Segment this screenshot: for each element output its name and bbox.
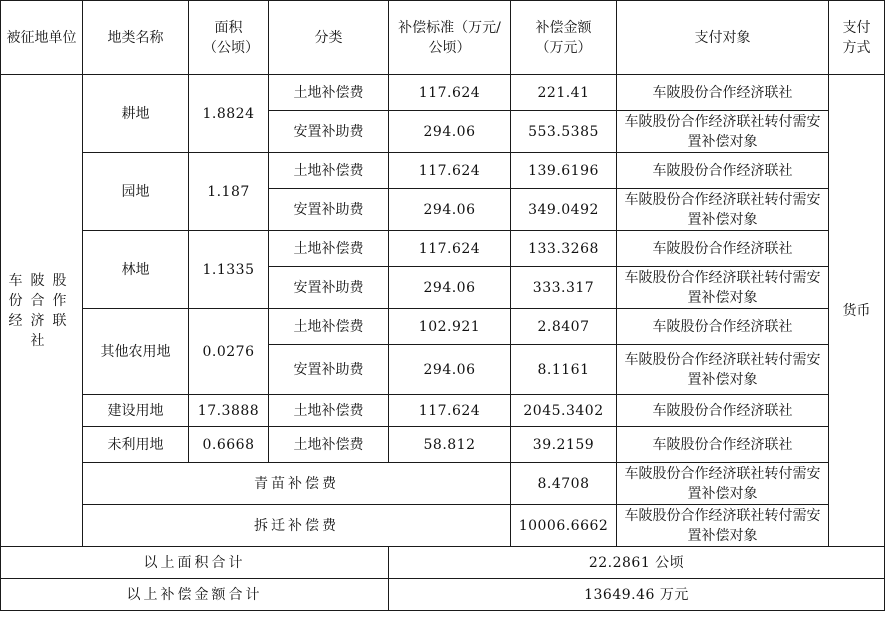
amount-cell: 2045.3402 (511, 395, 617, 427)
header-amount: 补偿金额（万元） (511, 1, 617, 75)
land-type-cell: 未利用地 (83, 427, 189, 463)
category-cell: 安置补助费 (269, 189, 389, 231)
table-row (1, 309, 885, 345)
standard-cell: 294.06 (389, 189, 511, 231)
table-row (1, 427, 885, 463)
area-cell: 17.3888 (189, 395, 269, 427)
unit-name-cell: 车陂股份合作经济联社 (1, 75, 83, 547)
payment-method-cell: 货币 (829, 75, 885, 547)
standard-cell: 102.921 (389, 309, 511, 345)
table-row (1, 153, 885, 189)
land-type-cell: 其他农用地 (83, 309, 189, 395)
area-cell: 1.8824 (189, 75, 269, 153)
category-cell: 土地补偿费 (269, 427, 389, 463)
payee-cell: 车陂股份合作经济联社 (617, 75, 829, 111)
header-category: 分类 (269, 1, 389, 75)
extra-label-cell: 青苗补偿费 (83, 463, 511, 505)
table-row (1, 395, 885, 427)
standard-cell: 117.624 (389, 75, 511, 111)
land-type-cell: 园地 (83, 153, 189, 231)
land-type-cell: 建设用地 (83, 395, 189, 427)
category-cell: 土地补偿费 (269, 75, 389, 111)
category-cell: 土地补偿费 (269, 309, 389, 345)
standard-cell: 117.624 (389, 153, 511, 189)
land-type-cell: 耕地 (83, 75, 189, 153)
amount-cell: 2.8407 (511, 309, 617, 345)
amount-cell: 10006.6662 (511, 505, 617, 547)
payee-cell: 车陂股份合作经济联社转付需安置补偿对象 (617, 189, 829, 231)
header-area: 面积（公顷） (189, 1, 269, 75)
table-row (1, 75, 885, 111)
area-cell: 1.1335 (189, 231, 269, 309)
table-row (1, 231, 885, 267)
header-payee: 支付对象 (617, 1, 829, 75)
standard-cell: 294.06 (389, 267, 511, 309)
land-type-cell: 林地 (83, 231, 189, 309)
payee-cell: 车陂股份合作经济联社转付需安置补偿对象 (617, 505, 829, 547)
header-land-type: 地类名称 (83, 1, 189, 75)
amount-cell: 333.317 (511, 267, 617, 309)
category-cell: 安置补助费 (269, 111, 389, 153)
table-body (1, 1, 885, 611)
total-amount-value: 13649.46 万元 (389, 579, 885, 611)
amount-cell: 349.0492 (511, 189, 617, 231)
category-cell: 安置补助费 (269, 267, 389, 309)
payee-cell: 车陂股份合作经济联社 (617, 153, 829, 189)
amount-cell: 8.1161 (511, 345, 617, 395)
header-standard: 补偿标准（万元/公顷） (389, 1, 511, 75)
table-row (1, 505, 885, 547)
standard-cell: 294.06 (389, 111, 511, 153)
total-amount-label: 以上补偿金额合计 (1, 579, 389, 611)
payee-cell: 车陂股份合作经济联社 (617, 231, 829, 267)
amount-cell: 8.4708 (511, 463, 617, 505)
standard-cell: 117.624 (389, 231, 511, 267)
category-cell: 安置补助费 (269, 345, 389, 395)
category-cell: 土地补偿费 (269, 153, 389, 189)
area-cell: 0.0276 (189, 309, 269, 395)
total-amount-row (1, 579, 885, 611)
category-cell: 土地补偿费 (269, 395, 389, 427)
payee-cell: 车陂股份合作经济联社转付需安置补偿对象 (617, 111, 829, 153)
standard-cell: 294.06 (389, 345, 511, 395)
header-method: 支付方式 (829, 1, 885, 75)
amount-cell: 221.41 (511, 75, 617, 111)
total-area-row (1, 547, 885, 579)
header-row (1, 1, 885, 75)
payee-cell: 车陂股份合作经济联社 (617, 309, 829, 345)
area-cell: 1.187 (189, 153, 269, 231)
category-cell: 土地补偿费 (269, 231, 389, 267)
standard-cell: 117.624 (389, 395, 511, 427)
total-area-value: 22.2861 公顷 (389, 547, 885, 579)
payee-cell: 车陂股份合作经济联社转付需安置补偿对象 (617, 345, 829, 395)
payee-cell: 车陂股份合作经济联社转付需安置补偿对象 (617, 463, 829, 505)
amount-cell: 39.2159 (511, 427, 617, 463)
area-cell: 0.6668 (189, 427, 269, 463)
standard-cell: 58.812 (389, 427, 511, 463)
total-area-label: 以上面积合计 (1, 547, 389, 579)
table-row (1, 463, 885, 505)
amount-cell: 139.6196 (511, 153, 617, 189)
amount-cell: 133.3268 (511, 231, 617, 267)
header-unit: 被征地单位 (1, 1, 83, 75)
payee-cell: 车陂股份合作经济联社转付需安置补偿对象 (617, 267, 829, 309)
payee-cell: 车陂股份合作经济联社 (617, 427, 829, 463)
amount-cell: 553.5385 (511, 111, 617, 153)
extra-label-cell: 拆迁补偿费 (83, 505, 511, 547)
payee-cell: 车陂股份合作经济联社 (617, 395, 829, 427)
